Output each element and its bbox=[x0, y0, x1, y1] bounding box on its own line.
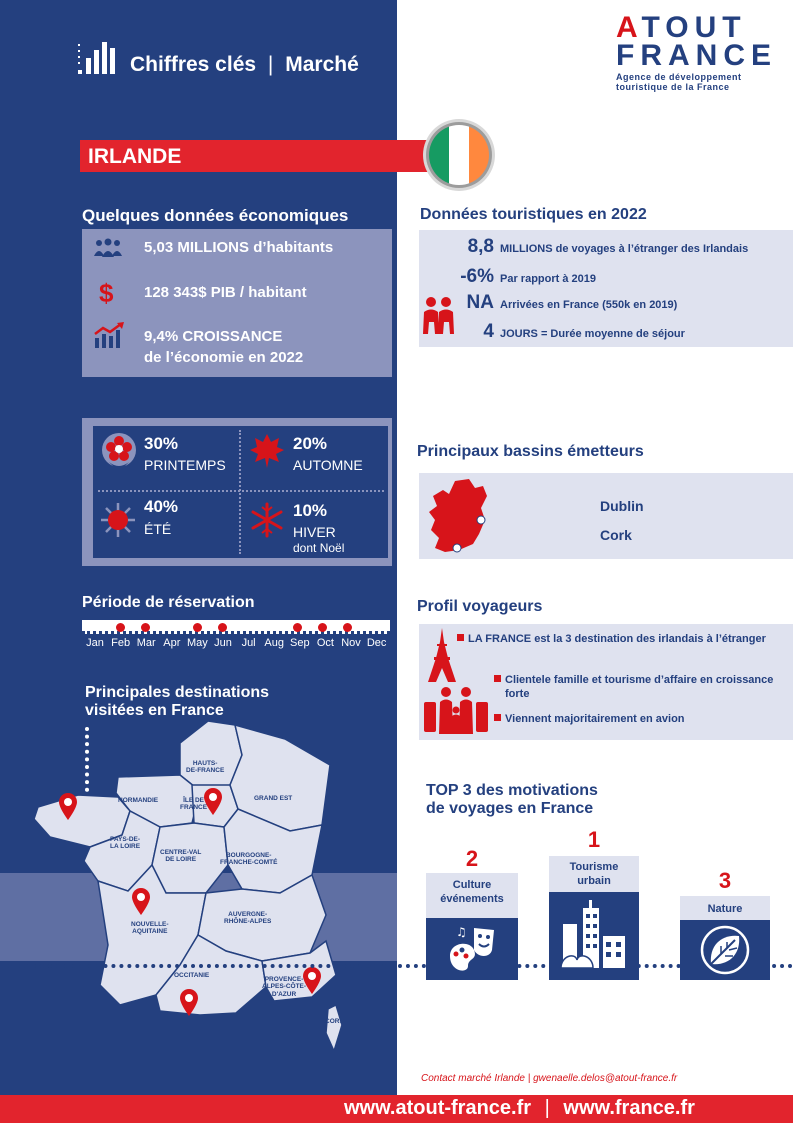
tourism-label-4: JOURS = Durée moyenne de séjour bbox=[500, 328, 685, 340]
people-icon bbox=[93, 238, 123, 258]
gdp-text: 128 343$ PIB / habitant bbox=[144, 284, 307, 301]
region-corse: CORSE bbox=[325, 1018, 349, 1025]
footer-links: www.atout-france.fr | www.france.fr bbox=[344, 1097, 695, 1119]
region-grand-est: GRAND EST bbox=[254, 795, 293, 802]
spring-label: PRINTEMPS bbox=[144, 457, 226, 473]
winter-note: dont Noël bbox=[293, 541, 345, 555]
booking-dot-may bbox=[193, 623, 202, 632]
booking-dot-feb bbox=[116, 623, 125, 632]
ireland-flag-icon bbox=[422, 118, 496, 192]
footer-link-france[interactable]: www.france.fr bbox=[563, 1097, 695, 1119]
tourism-label-3: Arrivées en France (550k en 2019) bbox=[500, 299, 678, 311]
basins-title: Principaux bassins émetteurs bbox=[417, 443, 644, 460]
summer-label: ÉTÉ bbox=[144, 521, 172, 537]
tourism-value-2: -6% bbox=[460, 266, 494, 287]
region-bourgogne: BOURGOGNE- FRANCHE-COMTÉ bbox=[220, 852, 278, 867]
spring-pct: 30% bbox=[144, 434, 179, 453]
region-normandie: NORMANDIE bbox=[118, 797, 159, 804]
month-label: Oct bbox=[316, 637, 334, 649]
page-title: Chiffres clés | Marché bbox=[130, 53, 359, 76]
motivation-rank-1: 1 bbox=[587, 827, 601, 852]
region-pays-de-la-loire: PAYS-DE- LA LOIRE bbox=[110, 836, 141, 851]
growth-chart-icon bbox=[93, 322, 127, 350]
map-pin-icon bbox=[58, 792, 78, 820]
region-hauts-de-france: HAUTS- DE-FRANCE bbox=[186, 760, 225, 775]
family-luggage-icon bbox=[424, 684, 488, 736]
month-label: Mar bbox=[136, 637, 156, 649]
region-auvergne: AUVERGNE- RHÔNE-ALPES bbox=[224, 911, 272, 926]
leaf-icon bbox=[699, 924, 751, 976]
eco-title: Quelques données économiques bbox=[82, 206, 349, 225]
month-label: Sep bbox=[290, 637, 310, 649]
autumn-pct: 20% bbox=[293, 434, 328, 453]
winter-label: HIVER bbox=[293, 524, 336, 540]
region-nouvelle-aquitaine: NOUVELLE- AQUITAINE bbox=[131, 921, 169, 936]
bullet-3 bbox=[494, 714, 501, 721]
motivations-dotted-line bbox=[0, 964, 793, 968]
motivation-rank-3: 3 bbox=[718, 868, 732, 893]
population-text: 5,03 MILLIONS d’habitants bbox=[144, 239, 334, 256]
atout-france-logo[interactable]: ATOUT FRANCE Agence de développement touristique de la France bbox=[616, 11, 777, 92]
map-pin-icon bbox=[302, 966, 322, 994]
booking-dot-jun bbox=[218, 623, 227, 632]
tourism-value-3: NA bbox=[466, 292, 494, 313]
bullet-2 bbox=[494, 675, 501, 682]
growth-line-2: de l’économie en 2022 bbox=[144, 349, 304, 366]
booking-dot-nov bbox=[343, 623, 352, 632]
booking-dot-mar bbox=[141, 623, 150, 632]
contact-text[interactable]: Contact marché Irlande | gwenaelle.delos@atout-france.fr bbox=[421, 1073, 678, 1084]
seasons-divider-v bbox=[239, 430, 241, 554]
corse bbox=[326, 1005, 342, 1051]
dollar-icon: $ bbox=[99, 278, 114, 308]
tourism-label-1: MILLIONS de voyages à l’étranger des Irlandais bbox=[500, 243, 749, 255]
ireland-map-icon bbox=[425, 478, 491, 556]
profile-item-1: LA FRANCE est la 3 destination des irlandais à l’étranger bbox=[468, 633, 766, 645]
tourism-title: Données touristiques en 2022 bbox=[420, 206, 647, 223]
month-label: Nov bbox=[341, 637, 361, 649]
month-label: Feb bbox=[111, 637, 131, 649]
month-label: Apr bbox=[163, 637, 181, 649]
autumn-leaf-icon bbox=[249, 432, 285, 470]
motivation-rank-2: 2 bbox=[465, 846, 479, 871]
country-banner: IRLANDE bbox=[80, 140, 440, 172]
month-label: May bbox=[187, 637, 208, 649]
growth-line-1: 9,4% CROISSANCE bbox=[144, 328, 283, 345]
region-occitanie: OCCITANIE bbox=[174, 972, 210, 979]
motivations-title: TOP 3 des motivations de voyages en France bbox=[426, 782, 598, 817]
month-label: Jul bbox=[241, 637, 256, 649]
bar-chart-icon bbox=[78, 40, 124, 76]
flower-icon bbox=[101, 432, 137, 470]
map-pin-icon bbox=[131, 887, 151, 915]
winter-pct: 10% bbox=[293, 501, 328, 520]
eiffel-tower-icon bbox=[426, 628, 458, 684]
sun-icon bbox=[100, 502, 136, 538]
month-label: Jun bbox=[214, 637, 232, 649]
region-ile-de-france: ÎLE DE FRANCE bbox=[180, 797, 208, 812]
basin-city-2: Cork bbox=[600, 527, 632, 543]
bullet-1 bbox=[457, 634, 464, 641]
destinations-title: Principales destinations visitées en France bbox=[85, 684, 270, 719]
basin-city-1: Dublin bbox=[600, 498, 644, 514]
footer-link-atout[interactable]: www.atout-france.fr bbox=[344, 1097, 532, 1119]
booking-dot-sep bbox=[293, 623, 302, 632]
motivation-label-2: Culture événements bbox=[440, 879, 504, 905]
map-pin-icon bbox=[203, 787, 223, 815]
city-buildings-icon bbox=[557, 894, 631, 970]
month-label: Aug bbox=[264, 637, 284, 649]
seasons-divider-h bbox=[98, 490, 384, 492]
profile-title: Profil voyageurs bbox=[417, 598, 543, 615]
month-label: Jan bbox=[86, 637, 104, 649]
booking-title: Période de réservation bbox=[82, 594, 255, 611]
snowflake-icon bbox=[249, 502, 285, 538]
tourism-value-4: 4 bbox=[483, 321, 494, 342]
profile-item-2: Clientele famille et tourisme d’affaire en croissance forte bbox=[505, 674, 774, 700]
booking-dot-oct bbox=[318, 623, 327, 632]
region-centre-val-de-loire: CENTRE-VAL DE LOIRE bbox=[160, 849, 202, 864]
region-paca: PROVENCE- ALPES-CÔTE- D'AZUR bbox=[262, 976, 307, 998]
map-pin-icon bbox=[179, 988, 199, 1016]
tourism-label-2: Par rapport à 2019 bbox=[500, 273, 596, 285]
tourism-value-1: 8,8 bbox=[467, 236, 494, 257]
autumn-label: AUTOMNE bbox=[293, 457, 363, 473]
culture-masks-icon bbox=[446, 922, 500, 976]
motivation-label-3: Nature bbox=[707, 903, 743, 915]
month-label: Dec bbox=[366, 637, 387, 649]
motivation-label-1: Tourisme urbain bbox=[569, 861, 619, 887]
svg-text:♫: ♫ bbox=[456, 925, 467, 939]
summer-pct: 40% bbox=[144, 497, 179, 516]
profile-item-3: Viennent majoritairement en avion bbox=[505, 713, 685, 725]
